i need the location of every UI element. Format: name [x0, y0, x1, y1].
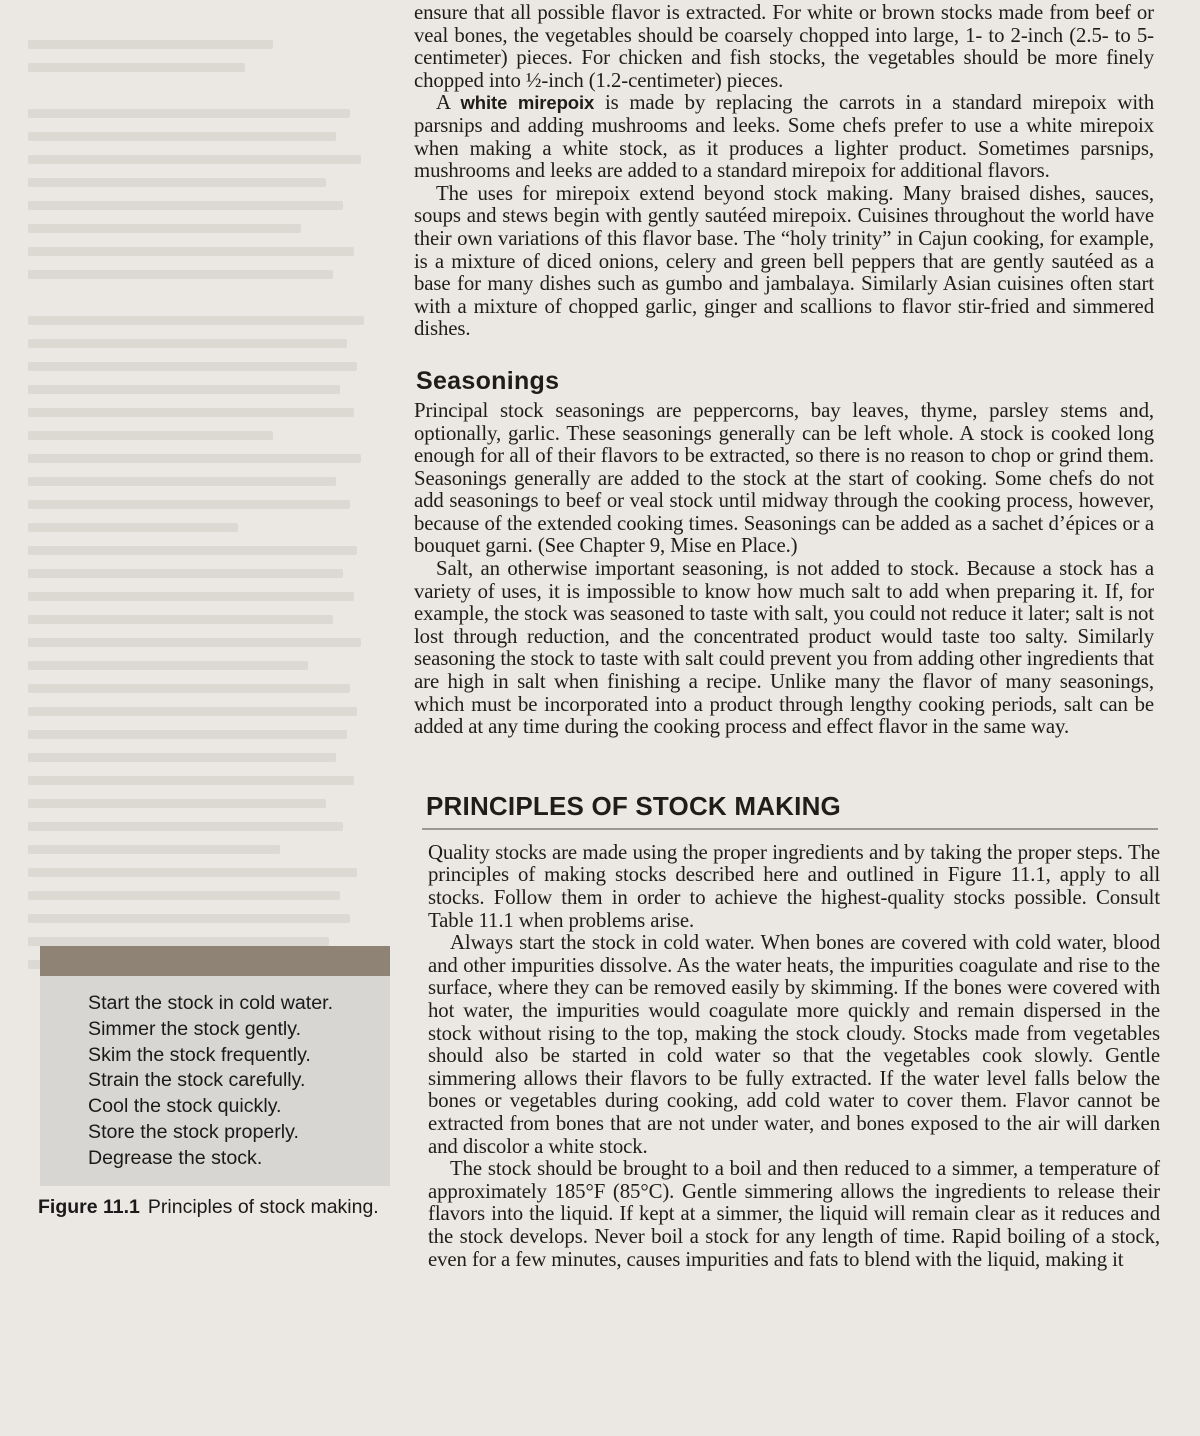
white-mirepoix-prefix: A	[436, 91, 461, 115]
figure-caption-text: Principles of stock making.	[147, 1196, 379, 1218]
figure-box	[40, 946, 390, 1186]
figure-header-bar	[40, 946, 390, 976]
principles-list	[40, 976, 390, 1172]
cold-water-paragraph: Always start the stock in cold water. When bones are covered with cold water, blood and other impurities dissolve. As the water heats, the impurities coagulate and rise to the surface, where they can be removed easily by skimming. If the bones were covered with hot water, the impurities would coagulate more quickly and remain dispersed in the stock without rising to the top, making the stock cloudy. Stocks made from vegetables should also be started in cold water so that the vegetables cook slowly. Gentle simmering allows their flavors to be fully extracted. If the water level falls below the bones or vegetables during cooking, add cold water to cover them. Flavor cannot be extracted from bones that are not under water, and bones exposed to the air will darken and discolor a white stock.	[428, 931, 1160, 1158]
figure-caption	[38, 1196, 398, 1219]
white-mirepoix-text: is made by replacing the carrots in a standard mirepoix with parsnips and adding mushrooms and leeks. Some chefs prefer to use a white mirepoix when making a white stock, as it produces a lighter product. Sometimes parsnips, mushrooms and leeks are added to a standard mirepoix for additional flavors.	[414, 91, 1154, 183]
seasonings-heading: Seasonings	[416, 366, 560, 395]
seasonings-paragraph: Principal stock seasonings are peppercorns, bay leaves, thyme, parsley stems and, optionally, garlic. These seasonings generally can be left whole. A stock is cooked long enough for all of their flavors to be extracted, so there is no reason to chop or grind them. Seasonings generally are added to the stock at the start of cooking. Some chefs do not add seasonings to beef or veal stock until midway through the cooking process, however, because of the extended cooking times. Seasonings can be added as a sachet d’épices or a bouquet garni. (See Chapter 9, Mise en Place.)	[414, 398, 1154, 558]
main-text-column	[414, 1, 1160, 1271]
white-mirepoix-term: white mirepoix	[460, 92, 595, 114]
list-item: Store the stock properly.	[88, 1120, 299, 1143]
white-mirepoix-paragraph	[414, 92, 1154, 182]
list-item: Cool the stock quickly.	[88, 1095, 282, 1118]
list-item: Degrease the stock.	[88, 1146, 263, 1169]
figure-label: Figure 11.1	[38, 1196, 140, 1218]
list-item: Simmer the stock gently.	[88, 1017, 302, 1040]
principles-heading: PRINCIPLES OF STOCK MAKING	[426, 790, 841, 821]
list-item: Start the stock in cold water.	[88, 992, 334, 1014]
intro-paragraph: ensure that all possible flavor is extracted. For white or brown stocks made from beef or veal bones, the vegetables should be coarsely chopped into large, 1- to 2-inch (2.5- to 5-centimeter) pieces. For chicken and fish stocks, the vegetables should be more finely chopped into ½-inch (1.2-centimeter) pieces.	[414, 1, 1154, 92]
salt-paragraph: Salt, an otherwise important seasoning, is not added to stock. Because a stock has a variety of uses, it is impossible to know how much salt to add when preparing it. If, for example, the stock was seasoned to taste with salt, you could not reduce it later; salt is not lost through reduction, and the concentrated product would taste too salty. Similarly seasoning the stock to taste with salt could prevent you from adding other ingredients that are high in salt when finishing a recipe. Unlike many the flavor of many seasonings, which must be incorporated into a product through lengthy cooking periods, salt can be added at any time during the cooking process and effect flavor in the same way.	[414, 557, 1154, 739]
simmer-paragraph: The stock should be brought to a boil and then reduced to a simmer, a temperature of approximately 185°F (85°C). Gentle simmering allows the ingredients to release their flavors into the liquid. If kept at a simmer, the liquid will remain clear as it reduces and the stock develops. Never boil a stock for any length of time. Rapid boiling of a stock, even for a few minutes, causes impurities and fats to blend with the liquid, making it	[428, 1157, 1160, 1271]
principles-intro-paragraph: Quality stocks are made using the proper ingredients and by taking the proper steps. The principles of making stocks described here and outlined in Figure 11.1, apply to all stocks. Follow them in order to achieve the highest-quality stocks possible. Consult Table 11.1 when problems arise.	[428, 840, 1160, 932]
section-divider	[422, 828, 1158, 830]
principles-body	[428, 842, 1160, 1271]
mirepoix-uses-paragraph: The uses for mirepoix extend beyond stock making. Many braised dishes, sauces, soups and stews begin with gently sautéed mirepoix. Cuisines throughout the world have their own variations of this flavor base. The “holy trinity” in Cajun cooking, for example, is a mixture of diced onions, celery and green bell peppers that are gently sautéed as a base for many dishes such as gumbo and jambalaya. Similarly Asian cuisines often start with a mixture of chopped garlic, ginger and scallions to flavor stir-fried and simmered dishes.	[414, 181, 1154, 341]
list-item: Strain the stock carefully.	[88, 1069, 306, 1092]
list-item: Skim the stock frequently.	[88, 1043, 311, 1066]
margin-bleed-through	[28, 40, 378, 983]
